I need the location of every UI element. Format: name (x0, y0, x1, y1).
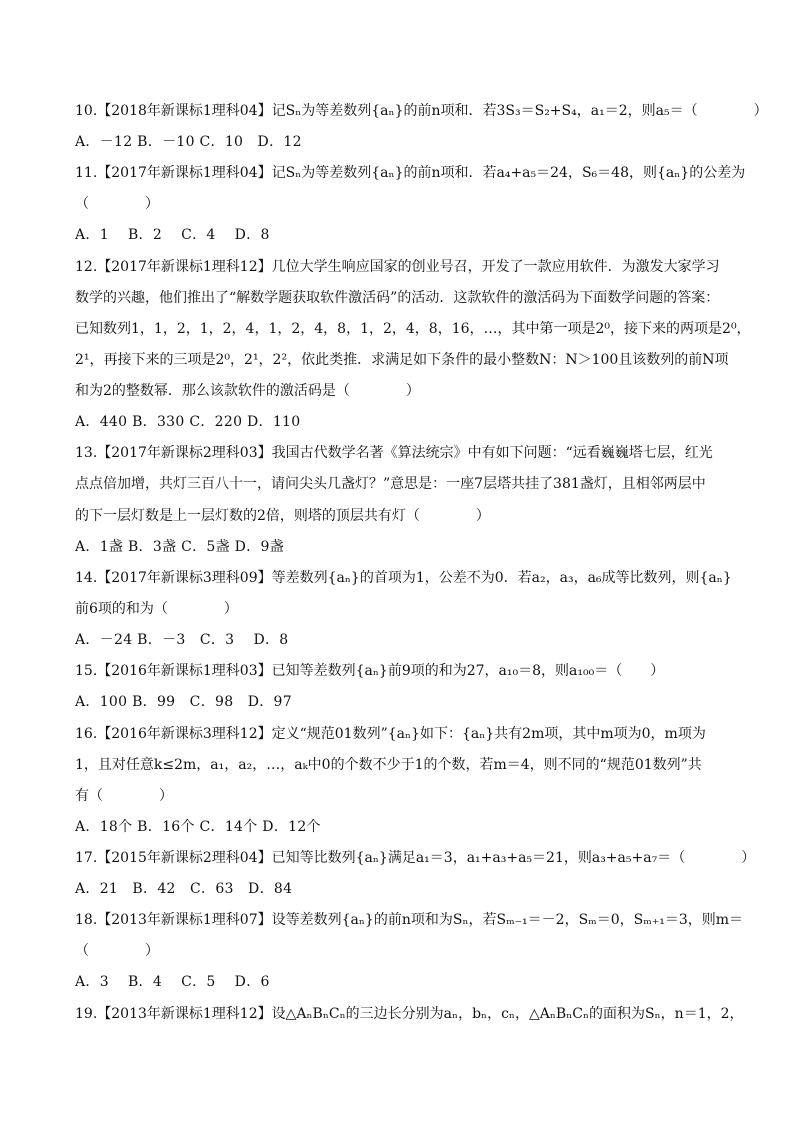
q16-stem-line2: 1，且对任意k≤2m，a₁，a₂，…，aₖ中0的个数不少于1的个数，若m＝4，则不同的“规范01数列”共 (75, 757, 702, 773)
q11-paren: （ ） (75, 196, 159, 212)
q18-stem: 18.【2013年新课标1理科07】设等差数列{aₙ}的前n项和为Sₙ，若Sₘ₋₁＝－2，Sₘ＝0，Sₘ₊₁＝3，则m＝ (75, 912, 744, 928)
q12-stem-line5: 和为2的整数幂．那么该款软件的激活码是（ ） (75, 383, 420, 399)
q11-choices: A．1 B．2 C．4 D．8 (75, 227, 270, 243)
q16-choices: A．18个 B．16个 C．14个 D．12个 (75, 819, 321, 835)
q10-choices: A．－12 B．－10 C．10 D．12 (75, 134, 302, 150)
q13-stem-line1: 13.【2017年新课标2理科03】我国古代数学名著《算法统宗》中有如下问题：“远看巍巍塔七层，红光 (75, 445, 713, 461)
q10-stem: 10.【2018年新课标1理科04】记Sₙ为等差数列{aₙ}的前n项和．若3S₃＝S₂+S₄，a₁＝2，则a₅＝（ ） (75, 103, 768, 119)
q12-stem-line2: 数学的兴趣，他们推出了“解数学题获取软件激活码”的活动．这款软件的激活码为下面数学问题的答案： (75, 290, 720, 306)
q11-stem: 11.【2017年新课标1理科04】记Sₙ为等差数列{aₙ}的前n项和．若a₄+a₅＝24，S₆＝48，则{aₙ}的公差为 (75, 165, 746, 181)
q12-stem-line1: 12.【2017年新课标1理科12】几位大学生响应国家的创业号召，开发了一款应用软件．为激发大家学习 (75, 259, 720, 275)
q16-stem-line1: 16.【2016年新课标3理科12】定义“规范01数列”{aₙ}如下：{aₙ}共有2m项，其中m项为0，m项为 (75, 726, 706, 742)
q14-stem-line1: 14.【2017年新课标3理科09】等差数列{aₙ}的首项为1，公差不为0．若a₂，a₃，a₆成等比数列，则{aₙ} (75, 570, 732, 586)
q12-stem-line4: 2¹，再接下来的三项是2⁰，2¹，2²，依此类推．求满足如下条件的最小整数N：N＞100且该数列的前N项 (75, 352, 729, 368)
q13-stem-line2: 点点倍加增，共灯三百八十一，请问尖头几盏灯？”意思是：一座7层塔共挂了381盏灯，且相邻两层中 (75, 476, 706, 492)
q12-stem-line3: 已知数列1，1，2，1，2，4，1，2，4，8，1，2，4，8，16，…，其中第一项是2⁰，接下来的两项是2⁰， (75, 321, 751, 337)
q14-stem-line2: 前6项的和为（ ） (75, 601, 238, 617)
q18-choices: A．3 B．4 C．5 D．6 (75, 974, 270, 990)
q18-paren: （ ） (75, 943, 159, 959)
q16-stem-line3: 有（ ） (75, 788, 173, 804)
q15-stem: 15.【2016年新课标1理科03】已知等差数列{aₙ}前9项的和为27，a₁₀＝8，则a₁₀₀＝（ ） (75, 663, 665, 679)
q15-choices: A．100 B．99 C．98 D．97 (75, 694, 292, 710)
q12-choices: A．440 B．330 C．220 D．110 (75, 414, 301, 430)
q17-choices: A．21 B．42 C．63 D．84 (75, 881, 293, 897)
q13-choices: A．1盏 B．3盏 C．5盏 D．9盏 (75, 539, 285, 555)
q14-choices: A．－24 B．－3 C．3 D．8 (75, 632, 289, 648)
q17-stem: 17.【2015年新课标2理科04】已知等比数列{aₙ}满足a₁＝3，a₁+a₃+a₅＝21，则a₃+a₅+a₇＝（ ） (75, 850, 756, 866)
q19-stem: 19.【2013年新课标1理科12】设△AₙBₙCₙ的三边长分别为aₙ，bₙ，cₙ，△AₙBₙCₙ的面积为Sₙ，n＝1，2， (75, 1006, 744, 1022)
q13-stem-line3: 的下一层灯数是上一层灯数的2倍，则塔的顶层共有灯（ ） (75, 508, 490, 524)
